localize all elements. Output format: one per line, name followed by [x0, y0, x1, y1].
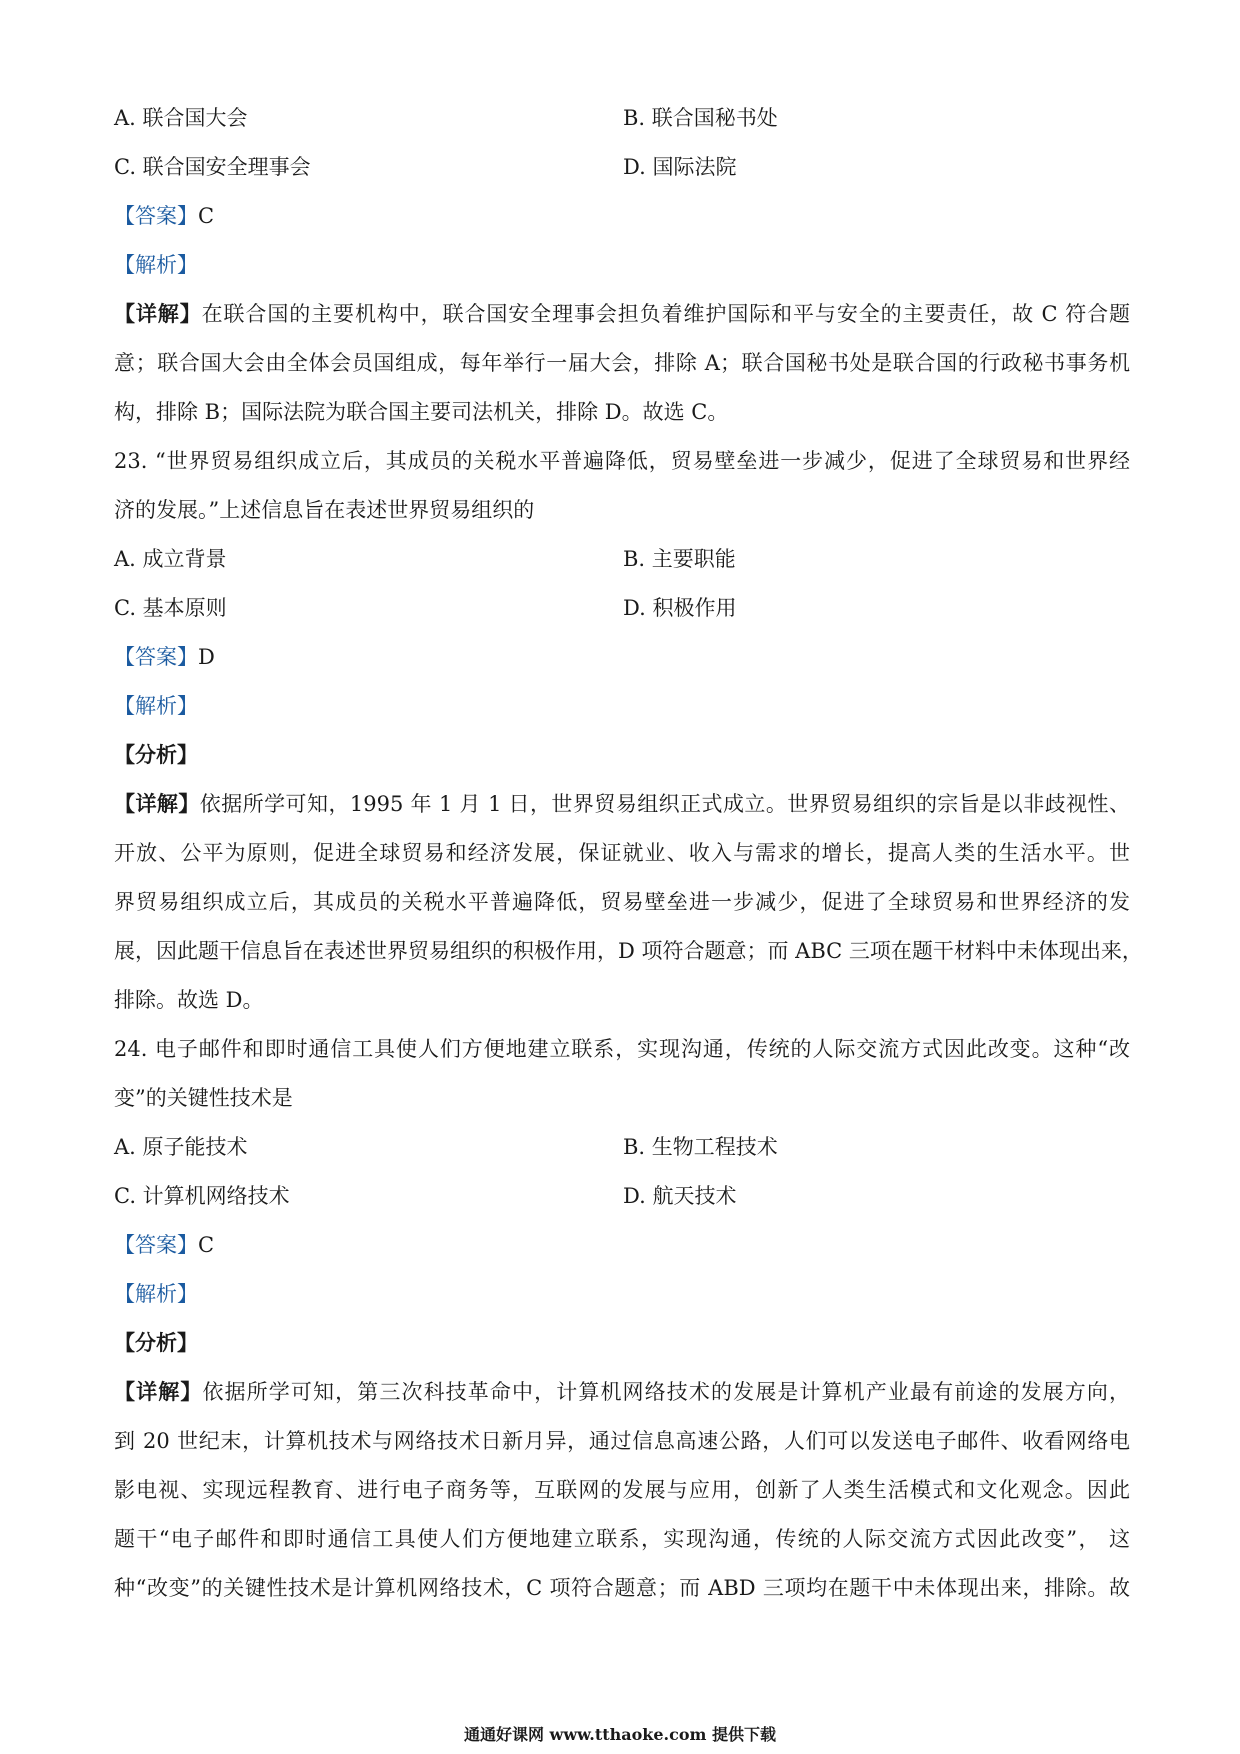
page-footer: 通通好课网 www.tthaoke.com 提供下载	[463, 1725, 777, 1744]
q23-detail-text-1: 依据所学可知，1995 年 1 月 1 日，世界贸易组织正式成立。世界贸易组织的宗旨是以非歧视性、	[199, 792, 1130, 816]
q23-stem-line-1: 23. “世界贸易组织成立后，其成员的关税水平普遍降低，贸易壁垒进一步减少，促进了全球贸易和世界经	[114, 449, 1130, 473]
q22-option-a: A. 联合国大会	[114, 106, 248, 130]
q23-answer-line	[114, 642, 1130, 672]
q24-detail-line-5: 种“改变”的关键性技术是计算机网络技术，C 项符合题意；而 ABD 三项均在题干中未体现出来，排除。故	[114, 1576, 1130, 1600]
q22-option-c: C. 联合国安全理事会	[114, 155, 311, 179]
q23-analysis-label: 【解析】	[114, 694, 198, 718]
q24-option-d: D. 航天技术	[623, 1184, 737, 1208]
q24-stem-line-1: 24. 电子邮件和即时通信工具使人们方便地建立联系，实现沟通，传统的人际交流方式因此改变。这种“改	[114, 1037, 1130, 1061]
q22-answer-line	[114, 201, 1130, 231]
q24-option-b: B. 生物工程技术	[623, 1135, 778, 1159]
q24-detail-label: 【详解】	[114, 1379, 203, 1404]
q22-detail-line-2: 意；联合国大会由全体会员国组成，每年举行一届大会，排除 A；联合国秘书处是联合国的行政秘书事务机	[114, 351, 1130, 375]
q24-detail-line-1	[114, 1377, 1130, 1407]
q24-analysis-label: 【解析】	[114, 1282, 198, 1306]
q24-option-c: C. 计算机网络技术	[114, 1184, 290, 1208]
q23-detail-line-3: 界贸易组织成立后，其成员的关税水平普遍降低，贸易壁垒进一步减少，促进了全球贸易和世界经济的发	[114, 890, 1130, 914]
q23-detail-line-1	[114, 789, 1130, 819]
q24-detail-line-2: 到 20 世纪末，计算机技术与网络技术日新月异，通过信息高速公路，人们可以发送电子邮件、收看网络电	[114, 1429, 1130, 1453]
q23-stem-line-2: 济的发展。”上述信息旨在表述世界贸易组织的	[114, 498, 535, 522]
q24-stem-line-2: 变”的关键性技术是	[114, 1086, 293, 1110]
q22-detail-line-3: 构，排除 B；国际法院为联合国主要司法机关，排除 D。故选 C。	[114, 400, 729, 424]
q22-option-d: D. 国际法院	[623, 155, 737, 179]
q23-detail-line-5: 排除。故选 D。	[114, 988, 264, 1012]
q23-answer-value: D	[198, 645, 215, 669]
q24-answer-label: 【答案】	[114, 1233, 198, 1257]
q22-analysis-label: 【解析】	[114, 253, 198, 277]
q23-answer-label: 【答案】	[114, 645, 198, 669]
q22-option-b: B. 联合国秘书处	[623, 106, 778, 130]
q24-detail-text-1: 依据所学可知，第三次科技革命中，计算机网络技术的发展是计算机产业最有前途的发展方向，	[202, 1380, 1131, 1404]
q24-fenxi-label: 【分析】	[114, 1330, 198, 1355]
q23-detail-label: 【详解】	[114, 791, 200, 816]
q22-answer-value: C	[198, 204, 215, 228]
q22-detail-label: 【详解】	[114, 301, 202, 326]
q22-detail-line-1	[114, 299, 1130, 329]
q23-detail-line-4: 展，因此题干信息旨在表述世界贸易组织的积极作用，D 项符合题意；而 ABC 三项在题干材料中未体现出来，	[114, 939, 1143, 963]
q23-option-c: C. 基本原则	[114, 596, 227, 620]
q24-detail-line-3: 影电视、实现远程教育、进行电子商务等，互联网的发展与应用，创新了人类生活模式和文化观念。因此	[114, 1478, 1130, 1502]
q23-option-d: D. 积极作用	[623, 596, 737, 620]
q24-detail-line-4: 题干“电子邮件和即时通信工具使人们方便地建立联系，实现沟通，传统的人际交流方式因此改变”， 这	[114, 1527, 1130, 1551]
q23-detail-line-2: 开放、公平为原则，促进全球贸易和经济发展，保证就业、收入与需求的增长，提高人类的生活水平。世	[114, 841, 1130, 865]
q23-option-a: A. 成立背景	[114, 547, 227, 571]
q22-answer-label: 【答案】	[114, 204, 198, 228]
q23-fenxi-label: 【分析】	[114, 742, 198, 767]
q23-option-b: B. 主要职能	[623, 547, 736, 571]
q22-detail-text-1: 在联合国的主要机构中，联合国安全理事会担负着维护国际和平与安全的主要责任，故 C 符合题	[201, 302, 1131, 326]
q24-answer-value: C	[198, 1233, 215, 1257]
q24-option-a: A. 原子能技术	[114, 1135, 248, 1159]
q24-answer-line	[114, 1230, 1130, 1260]
